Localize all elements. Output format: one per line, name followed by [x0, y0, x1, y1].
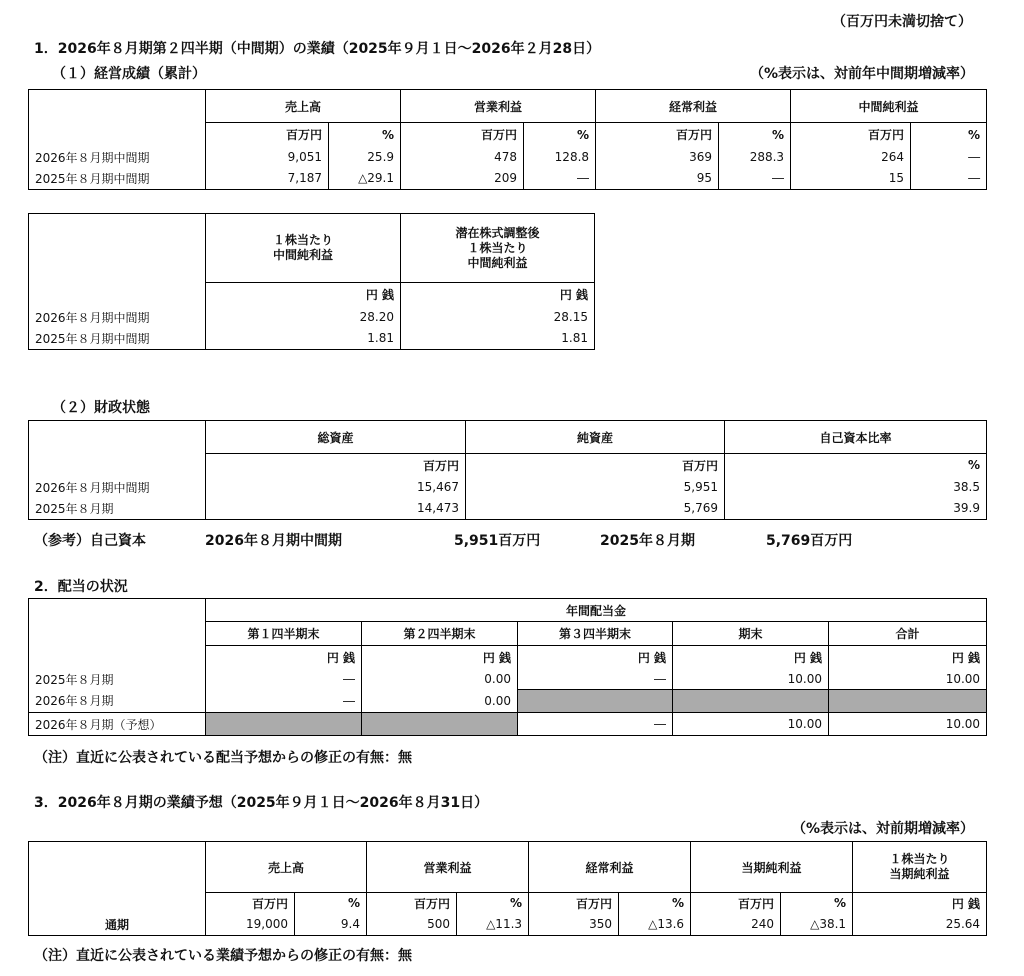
row-label: 2026年８月期中間期	[29, 477, 206, 498]
reference-label: （参考）自己資本	[34, 533, 146, 549]
shaded-cell	[206, 713, 362, 736]
header-net-profit: 当期純利益	[691, 842, 853, 893]
header-interim-net-profit: 中間純利益	[791, 90, 987, 123]
value-cell: 19,000	[206, 914, 295, 936]
row-label: 通期	[29, 914, 206, 936]
unit-cell: %	[781, 893, 853, 914]
unit-cell: 円 銭	[853, 893, 987, 914]
shaded-cell	[829, 690, 987, 713]
table-row	[29, 328, 595, 350]
reference-value-1: 5,951百万円	[454, 533, 541, 549]
unit-blank-cell	[29, 646, 206, 669]
shaded-cell	[518, 690, 673, 713]
reference-period-1: 2026年８月期中間期	[205, 533, 342, 549]
value-cell: △38.1	[781, 914, 853, 936]
unit-cell: 円 銭	[401, 283, 595, 307]
header-year-end: 期末	[673, 622, 829, 646]
value-cell: 9,051	[206, 147, 329, 168]
header-q3-end: 第３四半期末	[518, 622, 673, 646]
row-label: 2026年８月期中間期	[29, 147, 206, 168]
value-cell: 0.00	[362, 669, 518, 690]
section3-title: 3．2026年８月期の業績予想（2025年９月１日～2026年８月31日）	[34, 795, 489, 811]
header-line: 中間純利益	[272, 248, 333, 262]
table-row	[29, 914, 987, 936]
header-blank-cell	[29, 842, 206, 893]
unit-cell: 百万円	[596, 123, 719, 147]
header-line: 潜在株式調整後	[455, 225, 540, 240]
table-row	[29, 477, 987, 498]
section2-title: 2．配当の状況	[34, 579, 128, 595]
header-operating-profit: 営業利益	[367, 842, 529, 893]
unit-cell: 百万円	[367, 893, 457, 914]
value-cell: 10.00	[673, 669, 829, 690]
financial-position-table	[28, 420, 987, 520]
unit-cell: 円 銭	[518, 646, 673, 669]
value-cell: 10.00	[673, 713, 829, 736]
header-line: 当期純利益	[889, 867, 950, 881]
value-cell: 15	[791, 168, 911, 190]
header-net-sales: 売上高	[206, 90, 401, 123]
value-cell: ―	[911, 168, 987, 190]
value-cell: ―	[206, 690, 362, 713]
row-label: 2025年８月期中間期	[29, 168, 206, 190]
table-row	[29, 498, 987, 520]
header-blank-cell	[29, 622, 206, 646]
header-blank-cell	[29, 421, 206, 454]
value-cell: 9.4	[295, 914, 367, 936]
forecast-table	[28, 841, 987, 936]
header-blank-cell	[29, 214, 206, 283]
row-label: 2025年８月期	[29, 498, 206, 520]
value-cell: 500	[367, 914, 457, 936]
header-blank-cell	[29, 90, 206, 123]
value-cell: 15,467	[206, 477, 466, 498]
unit-cell: 百万円	[401, 123, 524, 147]
financial-position-heading: （２）財政状態	[52, 400, 150, 416]
unit-blank-cell	[29, 123, 206, 147]
header-equity-ratio: 自己資本比率	[725, 421, 987, 454]
header-line: １株当たり	[272, 233, 333, 247]
eps-table	[28, 213, 595, 350]
value-cell: 5,951	[466, 477, 725, 498]
unit-cell: %	[329, 123, 401, 147]
value-cell: 1.81	[401, 328, 595, 350]
row-label: 2026年８月期	[29, 690, 206, 713]
value-cell: 25.9	[329, 147, 401, 168]
value-cell: 478	[401, 147, 524, 168]
value-cell: 0.00	[362, 690, 518, 713]
unit-blank-cell	[29, 283, 206, 307]
reference-value-2: 5,769百万円	[766, 533, 853, 549]
operating-results-note: （%表示は、対前年中間期増減率）	[749, 66, 974, 82]
row-label: 2025年８月期中間期	[29, 328, 206, 350]
unit-cell: 百万円	[791, 123, 911, 147]
unit-cell: 百万円	[206, 454, 466, 477]
header-diluted-eps	[401, 214, 595, 283]
shaded-cell	[362, 713, 518, 736]
header-ordinary-profit: 経常利益	[529, 842, 691, 893]
dividends-table	[28, 598, 987, 736]
value-cell: ―	[518, 669, 673, 690]
header-q1-end: 第１四半期末	[206, 622, 362, 646]
header-total-assets: 総資産	[206, 421, 466, 454]
value-cell: 28.20	[206, 307, 401, 328]
header-total: 合計	[829, 622, 987, 646]
value-cell: ―	[524, 168, 596, 190]
value-cell: 39.9	[725, 498, 987, 520]
header-line: 中間純利益	[467, 255, 528, 270]
table-row	[29, 713, 987, 736]
value-cell: 288.3	[719, 147, 791, 168]
unit-cell: 円 銭	[362, 646, 518, 669]
header-ordinary-profit: 経常利益	[596, 90, 791, 123]
header-blank-cell	[29, 599, 206, 622]
header-operating-profit: 営業利益	[401, 90, 596, 123]
unit-cell: %	[295, 893, 367, 914]
operating-results-table	[28, 89, 987, 190]
section1-title: 1．2026年８月期第２四半期（中間期）の業績（2025年９月１日～2026年２月28日）	[34, 41, 601, 57]
value-cell: △11.3	[457, 914, 529, 936]
header-line: １株当たり	[889, 852, 950, 866]
header-net-sales: 売上高	[206, 842, 367, 893]
shaded-cell	[673, 690, 829, 713]
value-cell: 5,769	[466, 498, 725, 520]
table-row	[29, 669, 987, 690]
unit-cell: %	[524, 123, 596, 147]
value-cell: 264	[791, 147, 911, 168]
value-cell: ―	[206, 669, 362, 690]
header-q2-end: 第２四半期末	[362, 622, 518, 646]
value-cell: 7,187	[206, 168, 329, 190]
value-cell: △29.1	[329, 168, 401, 190]
table-row	[29, 147, 987, 168]
value-cell: 28.15	[401, 307, 595, 328]
header-line: １株当たり	[467, 240, 528, 255]
table-row	[29, 168, 987, 190]
unit-cell: 円 銭	[206, 646, 362, 669]
header-eps	[206, 214, 401, 283]
table-row	[29, 307, 595, 328]
unit-cell: 円 銭	[673, 646, 829, 669]
unit-cell: 百万円	[529, 893, 619, 914]
unit-cell: 百万円	[206, 123, 329, 147]
value-cell: ―	[911, 147, 987, 168]
table-row	[29, 690, 987, 713]
forecast-revision-note: （注）直近に公表されている業績予想からの修正の有無：無	[34, 948, 412, 964]
dividend-revision-note: （注）直近に公表されている配当予想からの修正の有無：無	[34, 750, 412, 766]
header-annual-dividends: 年間配当金	[206, 599, 987, 622]
reference-period-2: 2025年８月期	[600, 533, 695, 549]
unit-cell: 円 銭	[206, 283, 401, 307]
row-label: 2026年８月期（予想）	[29, 713, 206, 736]
value-cell: ―	[719, 168, 791, 190]
row-label: 2025年８月期	[29, 669, 206, 690]
rounding-note: （百万円未満切捨て）	[832, 14, 972, 30]
value-cell: 369	[596, 147, 719, 168]
unit-cell: %	[911, 123, 987, 147]
value-cell: 25.64	[853, 914, 987, 936]
value-cell: 128.8	[524, 147, 596, 168]
value-cell: ―	[518, 713, 673, 736]
value-cell: 209	[401, 168, 524, 190]
unit-cell: 円 銭	[829, 646, 987, 669]
value-cell: 14,473	[206, 498, 466, 520]
value-cell: △13.6	[619, 914, 691, 936]
header-eps	[853, 842, 987, 893]
unit-blank-cell	[29, 893, 206, 914]
value-cell: 38.5	[725, 477, 987, 498]
unit-blank-cell	[29, 454, 206, 477]
row-label: 2026年８月期中間期	[29, 307, 206, 328]
value-cell: 10.00	[829, 713, 987, 736]
unit-cell: %	[725, 454, 987, 477]
header-net-assets: 純資産	[466, 421, 725, 454]
unit-cell: 百万円	[466, 454, 725, 477]
unit-cell: 百万円	[691, 893, 781, 914]
unit-cell: %	[619, 893, 691, 914]
forecast-note: （%表示は、対前期増減率）	[791, 821, 974, 837]
value-cell: 240	[691, 914, 781, 936]
value-cell: 95	[596, 168, 719, 190]
unit-cell: %	[719, 123, 791, 147]
value-cell: 10.00	[829, 669, 987, 690]
value-cell: 350	[529, 914, 619, 936]
unit-cell: %	[457, 893, 529, 914]
operating-results-heading: （１）経営成績（累計）	[52, 66, 206, 82]
unit-cell: 百万円	[206, 893, 295, 914]
value-cell: 1.81	[206, 328, 401, 350]
